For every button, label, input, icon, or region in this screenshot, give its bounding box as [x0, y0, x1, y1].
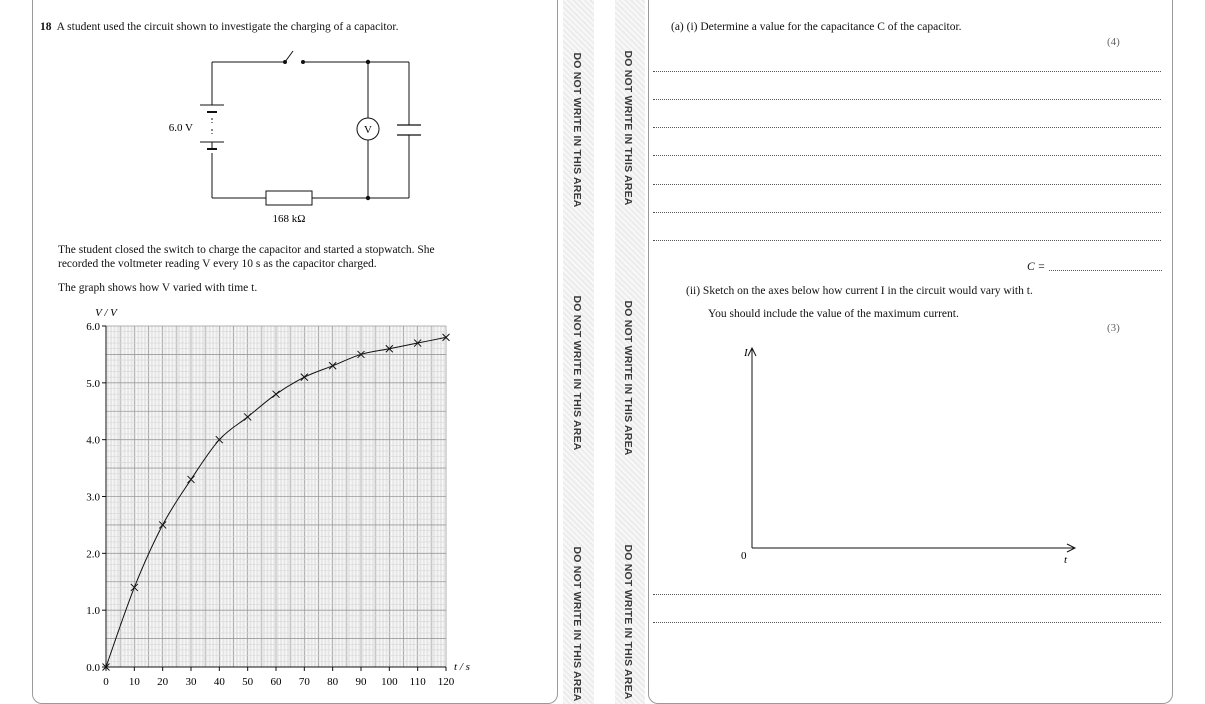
y-tick-label: 0.0 [86, 662, 100, 674]
gutter-warning-4: DO NOT WRITE IN THIS AREA [622, 50, 634, 206]
x-tick-label: 90 [355, 676, 367, 688]
graph-grid [106, 326, 446, 667]
sketch-x-label: t [1064, 554, 1068, 566]
part-a-i-question: (a) (i) Determine a value for the capacitance C of the capacitor. [671, 21, 962, 33]
x-tick-label: 10 [128, 676, 140, 688]
voltmeter-symbol [357, 118, 379, 140]
capacitance-answer-prefix: C = [1027, 261, 1046, 273]
part-a-ii-note: You should include the value of the maximum current. [708, 308, 959, 320]
x-tick-label: 0 [103, 676, 109, 688]
battery-symbol [200, 105, 224, 149]
x-tick-label: 80 [327, 676, 339, 688]
y-tick-label: 4.0 [86, 434, 100, 447]
circuit-diagram [160, 45, 430, 235]
answer-line-2[interactable] [653, 99, 1161, 100]
answer-line-7[interactable] [653, 240, 1161, 241]
x-tick-label: 50 [242, 676, 254, 688]
answer-line-9[interactable] [653, 622, 1161, 623]
sketch-y-label: I [744, 347, 748, 359]
x-tick-label: 70 [298, 676, 310, 688]
answer-line-8[interactable] [653, 594, 1161, 595]
x-tick-label: 120 [437, 676, 455, 688]
y-tick-label: 1.0 [86, 605, 100, 618]
x-tick-label: 20 [157, 676, 169, 688]
x-tick-label: 100 [381, 676, 398, 688]
sketch-origin-label: 0 [741, 550, 747, 562]
answer-line-5[interactable] [653, 184, 1161, 185]
voltmeter-label: V [364, 124, 372, 136]
y-tick-label: 5.0 [86, 377, 100, 390]
resistor-label: 168 kΩ [272, 213, 306, 225]
question-number: 18 [40, 21, 52, 33]
answer-line-3[interactable] [653, 127, 1161, 128]
battery-label: 6.0 V [168, 122, 193, 134]
y-axis-label: V / V [95, 307, 117, 319]
y-tick-label: 6.0 [86, 321, 100, 333]
gutter-warning-2: DO NOT WRITE IN THIS AREA [571, 295, 583, 451]
y-tick-label: 3.0 [86, 491, 100, 504]
part-a-i-marks: (4) [1107, 36, 1120, 48]
x-tick-label: 60 [270, 676, 282, 688]
x-tick-label: 110 [409, 676, 426, 688]
resistor-symbol [266, 191, 312, 205]
x-axis-label: t / s [454, 661, 470, 673]
question-intro: A student used the circuit shown to investigate the charging of a capacitor. [56, 21, 399, 33]
part-a-ii-marks: (3) [1107, 322, 1120, 334]
gutter-warning-6: DO NOT WRITE IN THIS AREA [622, 544, 634, 700]
gutter-warning-1: DO NOT WRITE IN THIS AREA [571, 52, 583, 208]
graph-description: The graph shows how V varied with time t. [58, 282, 258, 294]
sketch-axes[interactable] [730, 340, 1090, 580]
voltage-time-graph [70, 302, 490, 696]
description-line-1: The student closed the switch to charge the capacitor and started a stopwatch. She [58, 244, 435, 256]
part-a-ii-question: (ii) Sketch on the axes below how current I in the circuit would vary with t. [686, 285, 1033, 297]
capacitor-symbol [397, 125, 421, 135]
question-header [40, 21, 398, 34]
x-tick-label: 40 [213, 676, 225, 688]
answer-line-1[interactable] [653, 71, 1161, 72]
capacitance-answer-line[interactable] [1049, 270, 1162, 271]
y-tick-label: 2.0 [86, 548, 100, 561]
answer-line-6[interactable] [653, 212, 1161, 213]
x-tick-label: 30 [185, 676, 197, 688]
switch [283, 60, 305, 64]
description-line-2: recorded the voltmeter reading V every 10 s as the capacitor charged. [58, 258, 377, 270]
gutter-warning-5: DO NOT WRITE IN THIS AREA [622, 300, 634, 456]
gutter-warning-3: DO NOT WRITE IN THIS AREA [571, 546, 583, 702]
answer-line-4[interactable] [653, 155, 1161, 156]
